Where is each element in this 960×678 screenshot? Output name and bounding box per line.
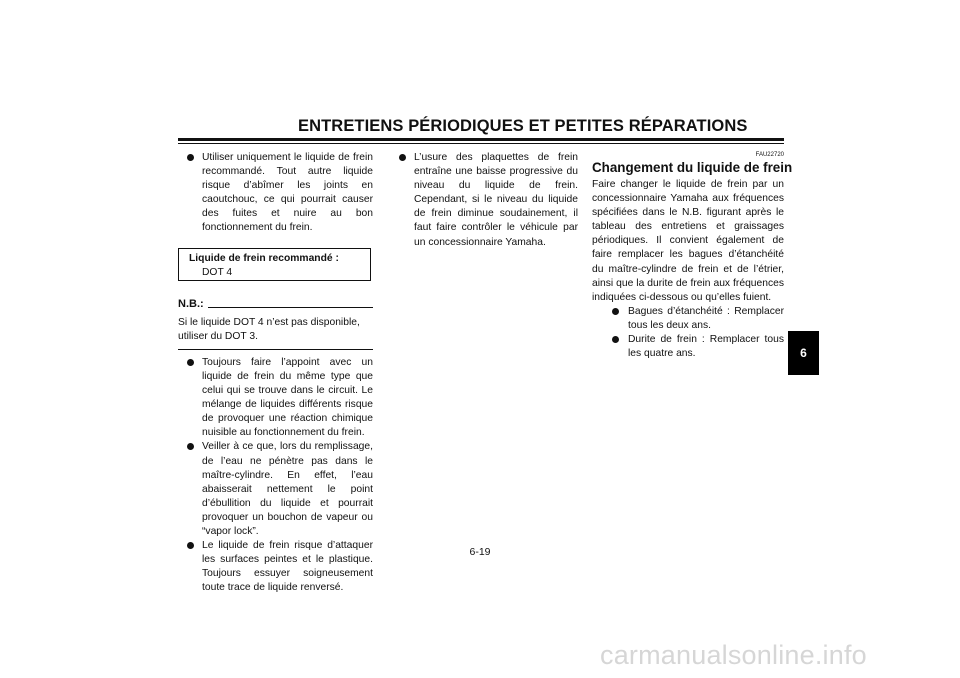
bullet-dot-icon [187,542,194,549]
bullet-item [178,440,373,539]
bullet-item [390,151,578,250]
bullet-text: Toujours faire l’appoint avec un liquide de frein du même type que celui qui se trouve dans le circuit. Le mélange de liquides différents risque de provoquer une réaction chimique nuisible au fonctionnement du frein. [202,356,373,439]
bullet-text: Utiliser uniquement le liquide de frein recommandé. Tout autre liquide risque d’abîmer les joints en caoutchouc, ce qui pourrait causer des fuites et nuire au bon fonctionnement du frein. [202,152,373,234]
bullet-text: Le liquide de frein risque d’attaquer les surfaces peintes et le plastique. Toujours essuyer soigneusement toute trace de liquide renversé. [202,540,373,594]
bullet-item [592,333,784,361]
section-paragraph: Faire changer le liquide de frein par un concessionnaire Yamaha aux fréquences spécifiées dans le N.B. figurant après le tableau des entretiens et graissages périodiques. Il convient également de faire remplacer les bagues d’étanchéité du maître-cylindre de frein et de l’étrier, ainsi que la durite de frein aux fréquences indiquées ci-dessous ou qu’elles fuient. [592,179,784,303]
page-number: 6-19 [469,546,491,558]
recommended-fluid-box [178,248,371,281]
bullet-dot-icon [187,359,194,366]
note-rule [208,306,373,308]
bullet-item [178,151,373,236]
column-middle [390,151,578,250]
note-header [178,297,373,311]
bullet-text: Veiller à ce que, lors du remplissage, de l’eau ne pénètre pas dans le maître-cylindre. En effet, l’eau abaisserait nettement le point d’ébullition du liquide et pourrait provoquer un bouchon de vapeur ou “vapor lock”. [202,441,373,537]
header-rule-thick [178,138,784,141]
column-right [592,151,793,361]
section-title: Changement du liquide de frein [592,160,793,175]
bullet-item [178,539,373,595]
bullet-dot-icon [187,154,194,161]
reference-code: FAU22720 [755,152,784,158]
note-end-rule [178,349,373,350]
note-label: N.B.: [178,297,204,310]
bullet-item [592,305,784,333]
page-header-title: ENTRETIENS PÉRIODIQUES ET PETITES RÉPARATIONS [298,117,748,135]
bullet-dot-icon [612,336,619,343]
chapter-tab: 6 [788,331,819,375]
spec-value: DOT 4 [202,266,233,278]
note-text: Si le liquide DOT 4 n’est pas disponible, utiliser du DOT 3. [178,316,360,342]
bullet-text: L’usure des plaquettes de frein entraîne une baisse progressive du niveau du liquide de frein. Cependant, si le niveau du liquide de frein diminue soudainement, il faut faire contrôler le véhicule par un concessionnaire Yamaha. [414,152,578,248]
bullet-item [178,356,373,441]
bullet-dot-icon [399,154,406,161]
bullet-dot-icon [187,443,194,450]
header-rule-thin [178,143,784,144]
bullet-text: Durite de frein : Remplacer tous les quatre ans. [628,334,784,360]
watermark: carmanualsonline.info [600,640,867,670]
bullet-text: Bagues d’étanchéité : Remplacer tous les deux ans. [628,305,784,331]
bullet-dot-icon [612,308,619,315]
spec-label: Liquide de frein recommandé : [189,252,339,264]
column-left [178,151,373,595]
